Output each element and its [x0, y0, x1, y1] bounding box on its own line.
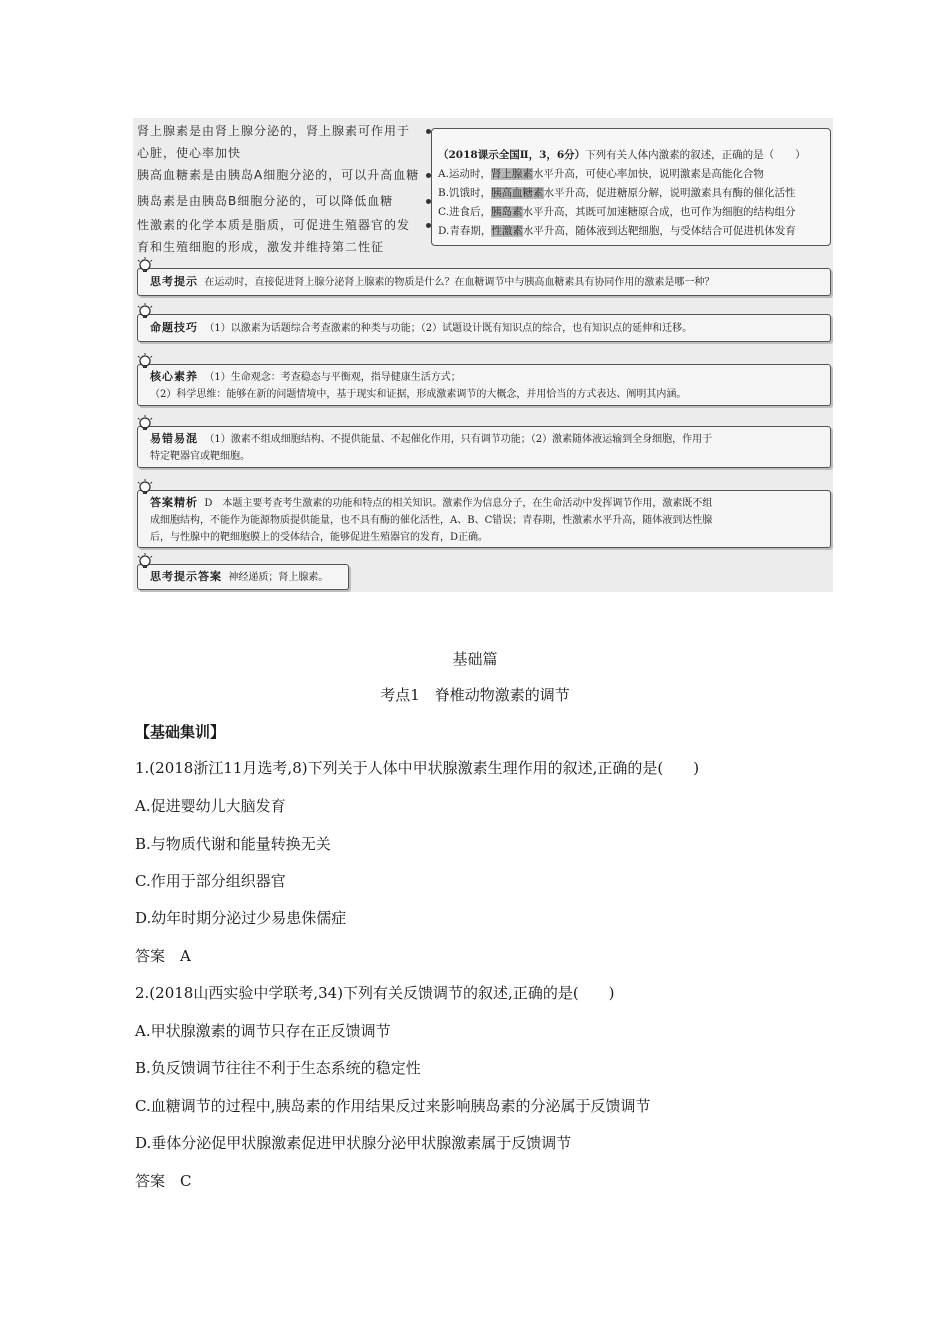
question-1-option-b: B.与物质代谢和能量转换无关 — [135, 835, 331, 853]
strip-text: 后，与性腺中的靶细胞膜上的受体结合，能够促进生殖器官的发育，D正确。 — [150, 532, 489, 543]
strip-thinking-hint — [137, 268, 831, 296]
highlight-term: 性激素 — [491, 225, 523, 237]
note-glucagon: 胰高血糖素是由胰岛A细胞分泌的，可以升高血糖 — [137, 168, 420, 182]
question-source: （2018课示全国Ⅱ，3，6分） — [438, 149, 586, 161]
highlight-term: 胰高血糖素 — [491, 187, 544, 199]
strip-text: 成细胞结构，不能作为能源物质提供能量，也不具有酶的催化活性，A、B、C错误；青春期，性激素水平升高，随体液到达性腺 — [150, 515, 713, 526]
question-2-option-b: B.负反馈调节往往不利于生态系统的稳定性 — [135, 1059, 421, 1077]
strip-text: 在运动时，直接促进肾上腺分泌肾上腺素的物质是什么？在血糖调节中与胰高血糖素具有协同作用的激素是哪一种？ — [204, 277, 715, 288]
strip-core-literacy — [137, 364, 831, 406]
option-c: C.进食后，胰岛素水平升高，其既可加速糖原合成，也可作为细胞的结构组分 — [438, 206, 796, 218]
question-1-stem: 1.(2018浙江11月选考,8)下列关于人体中甲状腺激素生理作用的叙述,正确的是( ) — [135, 759, 700, 777]
question-1-option-c: C.作用于部分组织器官 — [135, 872, 286, 890]
note-sex-hormone: 性激素的化学本质是脂质，可促进生殖器官的发育和生殖细胞的形成，激发并维持第二性征 — [137, 218, 411, 254]
question-stem: 下列有关人体内激素的叙述，正确的是（ ） — [585, 149, 806, 161]
highlight-term: 胰岛素 — [491, 206, 523, 218]
strip-tag: 答案精析 — [150, 496, 198, 509]
strip-tag: 思考提示答案 — [150, 570, 222, 583]
option-b: B.饥饿时，胰高血糖素水平升高，促进糖原分解，说明激素具有酶的催化活性 — [438, 187, 796, 199]
question-2-answer: 答案 C — [135, 1172, 192, 1190]
strip-answer-analysis — [137, 490, 831, 548]
question-2-stem: 2.(2018山西实验中学联考,34)下列有关反馈调节的叙述,正确的是( ) — [135, 984, 615, 1002]
strip-text: （1）激素不组成细胞结构、不提供能量、不起催化作用，只有调节功能；（2）激素随体液运输到全身细胞，作用于 — [204, 434, 713, 445]
strip-hint-answer — [137, 564, 349, 590]
option-d: D.青春期，性激素水平升高，随体液到达靶细胞，与受体结合可促进机体发育 — [438, 225, 796, 237]
explanation-figure — [133, 118, 833, 592]
strip-text: （2）科学思维：能够在新的问题情境中，基于现实和证据，形成激素调节的大概念，并用恰当的方式表达、阐明其内涵。 — [150, 389, 687, 400]
strip-tag: 思考提示 — [150, 275, 198, 288]
strip-question-design — [137, 314, 831, 342]
question-2-option-c: C.血糖调节的过程中,胰岛素的作用结果反过来影响胰岛素的分泌属于反馈调节 — [135, 1097, 651, 1115]
highlight-term: 肾上腺素 — [490, 168, 533, 180]
question-2-option-d: D.垂体分泌促甲状腺激素促进甲状腺分泌甲状腺激素属于反馈调节 — [135, 1134, 572, 1152]
question-1-answer: 答案 A — [135, 947, 191, 965]
topic-title: 考点1 脊椎动物激素的调节 — [380, 686, 570, 704]
question-1-option-d: D.幼年时期分泌过少易患侏儒症 — [135, 909, 347, 927]
strip-tag: 命题技巧 — [150, 321, 198, 334]
strip-text: 特定靶器官或靶细胞。 — [150, 451, 250, 462]
subsection-heading: 【基础集训】 — [135, 723, 226, 741]
question-2-option-a: A.甲状腺激素的调节只存在正反馈调节 — [135, 1022, 391, 1040]
strip-text: （1）生命观念：考查稳态与平衡观，指导健康生活方式； — [204, 372, 461, 383]
strip-text: 神经递质；肾上腺素。 — [228, 572, 329, 583]
strip-text: （1）以激素为话题综合考查激素的种类与功能；（2）试题设计既有知识点的综合，也有知识点的延伸和迁移。 — [204, 323, 693, 334]
note-adrenaline: 肾上腺素是由肾上腺分泌的，肾上腺素可作用于心脏，使心率加快 — [137, 124, 411, 160]
question-1-option-a: A.促进婴幼儿大脑发育 — [135, 797, 286, 815]
note-insulin: 胰岛素是由胰岛B细胞分泌的，可以降低血糖 — [137, 194, 394, 208]
option-a: A.运动时，肾上腺素水平升高，可使心率加快，说明激素是高能化合物 — [438, 168, 764, 180]
strip-tag: 易错易混 — [150, 432, 198, 445]
strip-text: D 本题主要考查考生激素的功能和特点的相关知识。激素作为信息分子，在生命活动中发挥调节作用，激素既不组 — [204, 498, 713, 509]
strip-tag: 核心素养 — [150, 370, 198, 383]
question-box — [431, 128, 831, 246]
strip-common-mistakes — [137, 426, 831, 468]
section-title: 基础篇 — [452, 650, 498, 668]
